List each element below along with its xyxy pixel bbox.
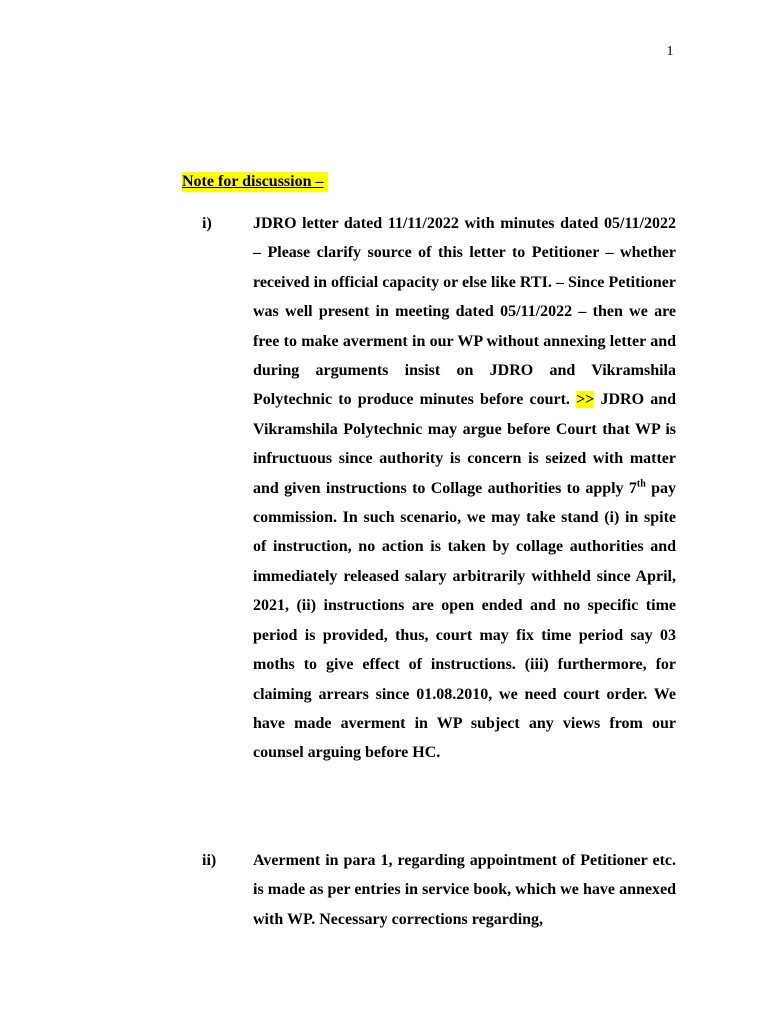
item-text-part: pay commission. In such scenario, we may take stand (i) in spite of instruction, no action is taken by collage authorities and immediately released salary arbitrarily withheld since April, 2021, (ii) instructions are open ended and no specific time period is provided, thus, court may fix time period say 03 moths to give effect of instructions. (iii) furthermore, for claiming arrears since 01.08.2010, we need court order. We have made averment in WP subject any views from our counsel arguing before HC. (253, 479, 676, 762)
item-text-part: JDRO letter dated 11/11/2022 with minutes dated 05/11/2022 – Please clarify source of this letter to Petitioner – whether received in official capacity or else like RTI. – Since Petitioner was well present in meeting dated 05/11/2022 – then we are free to make averment in our WP without annexing letter and during arguments insist on JDRO and Vikramshila Polytechnic to produce minutes before court. (253, 215, 676, 409)
item-text-part: Averment in para 1, regarding appointment of Petitioner etc. is made as per entries in service book, which we have annexed with WP. Necessary corrections regarding, (253, 852, 676, 928)
list-item-text (253, 209, 676, 768)
item-text-part: JDRO and Vikramshila Polytechnic may argue before Court that WP is infructuous since authority is concern is seized with matter and given instructions to Collage authorities to apply 7 (253, 391, 676, 497)
highlighted-marker: >> (576, 391, 595, 409)
list-item-number: ii) (202, 852, 217, 869)
superscript: th (636, 478, 646, 490)
note-heading: Note for discussion – (182, 172, 328, 192)
list-item-text (253, 846, 676, 934)
page-number: 1 (666, 44, 674, 59)
list-item-number: i) (202, 215, 212, 232)
